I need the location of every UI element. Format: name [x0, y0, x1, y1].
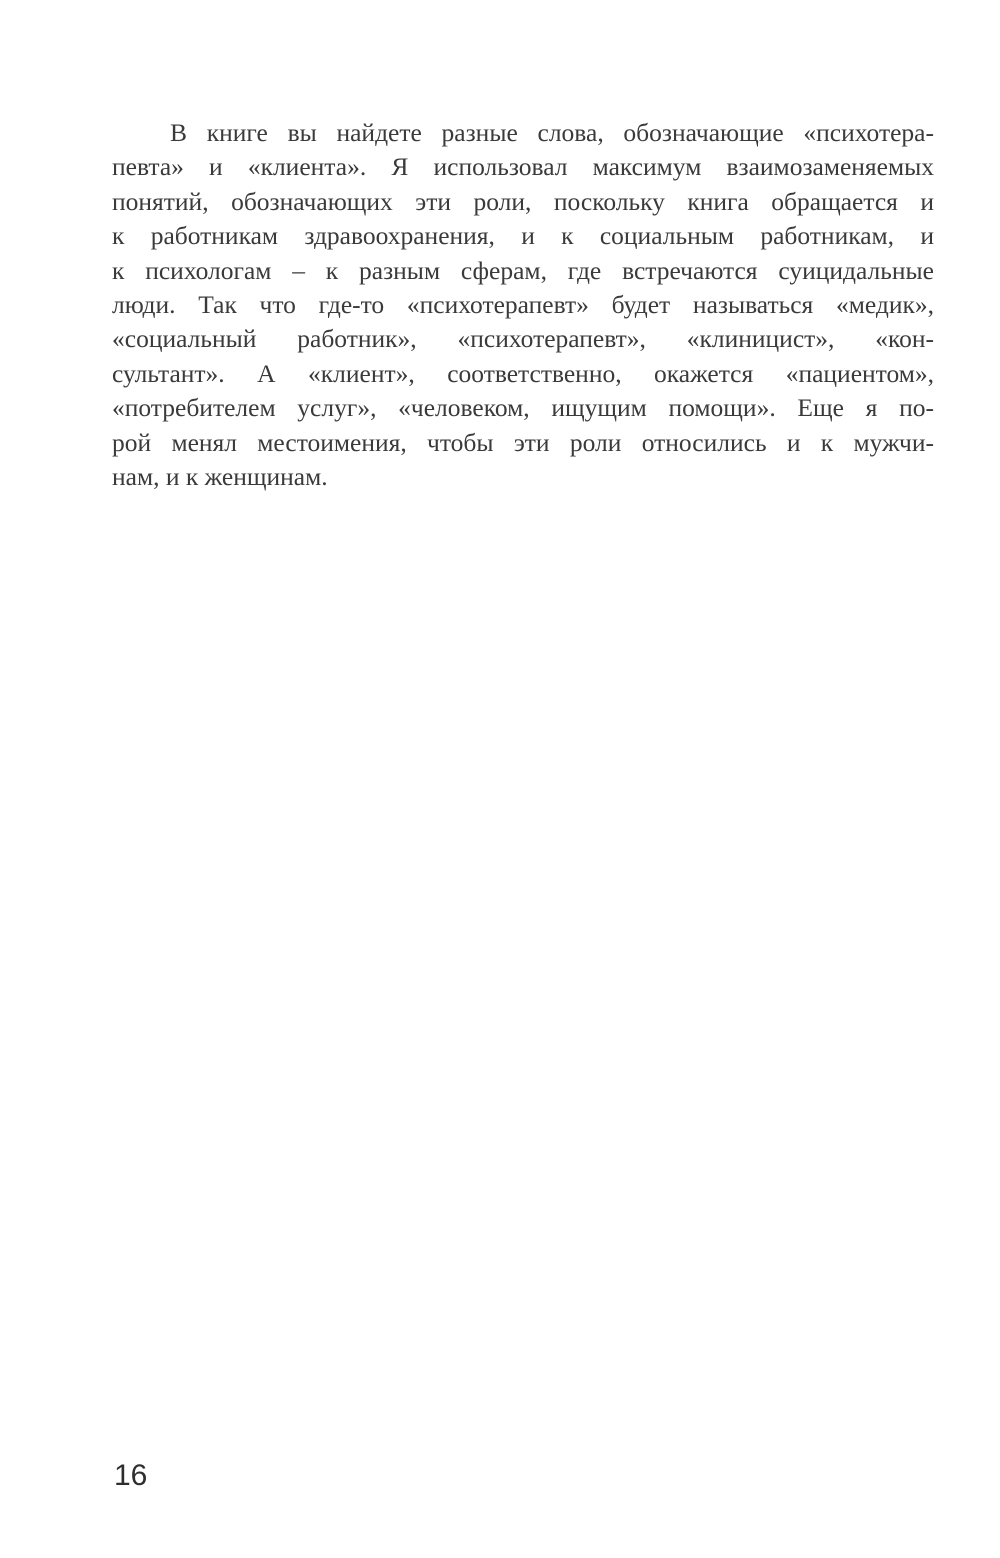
- paragraph-line: люди. Так что где-то «психотерапевт» будет называться «медик»,: [112, 289, 934, 319]
- paragraph-line: к работникам здравоохранения, и к социальным работникам, и: [112, 221, 934, 251]
- paragraph-line: «социальный работник», «психотерапевт», «клиницист», «кон-: [112, 324, 934, 354]
- paragraph-line: сультант». А «клиент», соответственно, окажется «пациентом»,: [112, 358, 934, 388]
- paragraph-line: певта» и «клиента». Я использовал максимум взаимозаменяемых: [112, 152, 934, 182]
- paragraph-line: В книге вы найдете разные слова, обозначающие «психотера-: [170, 118, 934, 147]
- page-number: 16: [114, 1459, 148, 1492]
- paragraph-line: «потребителем услуг», «человеком, ищущим помощи». Еще я по-: [112, 393, 934, 423]
- paragraph-line: понятий, обозначающих эти роли, поскольку книга обращается и: [112, 186, 934, 216]
- paragraph-line: к психологам – к разным сферам, где встречаются суицидальные: [112, 255, 934, 285]
- paragraph-line: рой менял местоимения, чтобы эти роли относились и к мужчи-: [112, 427, 934, 457]
- paragraph-line: нам, и к женщинам.: [112, 461, 328, 491]
- body-paragraph: [112, 116, 934, 494]
